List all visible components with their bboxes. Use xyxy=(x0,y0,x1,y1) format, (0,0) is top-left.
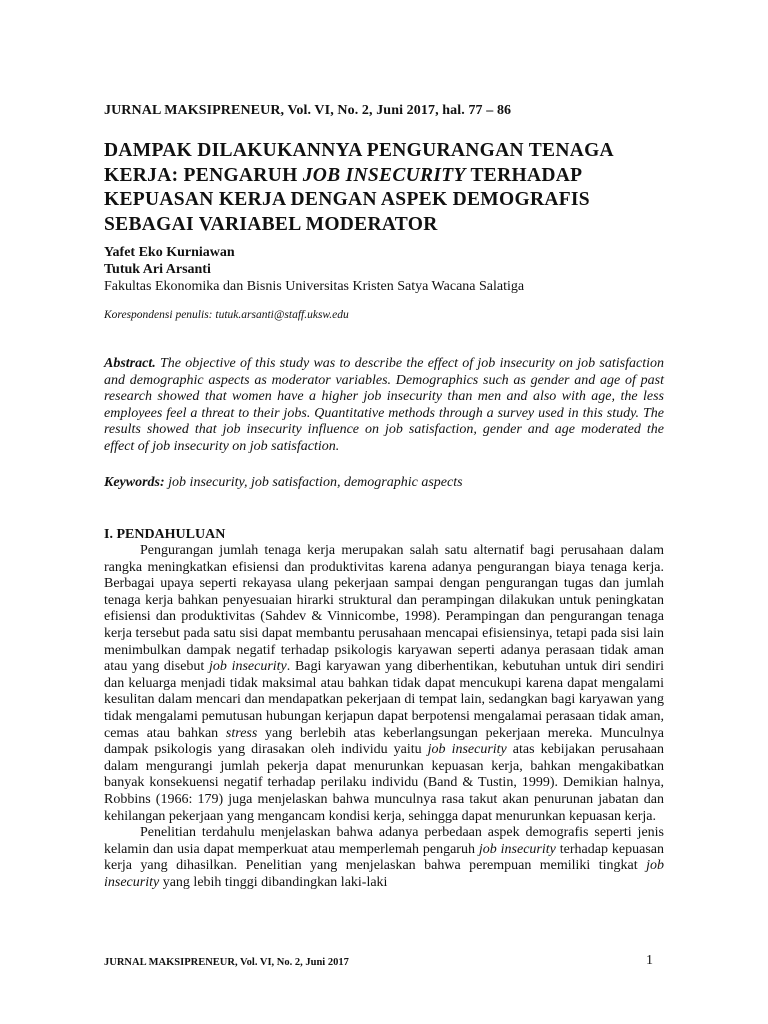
keywords xyxy=(104,475,664,491)
title-line-3: KEPUASAN KERJA DENGAN ASPEK DEMOGRAFIS xyxy=(104,189,590,210)
author-block xyxy=(104,244,524,295)
footer-journal: JURNAL MAKSIPRENEUR, Vol. VI, No. 2, Juni 2017 xyxy=(104,957,349,968)
italic-term: job insecurity xyxy=(427,742,507,758)
title-line-2 xyxy=(104,164,664,189)
paragraph xyxy=(104,543,664,825)
italic-term: job insecurity xyxy=(209,659,287,675)
body-text xyxy=(104,543,664,891)
title-italic-text: JOB INSECURITY xyxy=(302,164,466,186)
author-name: Yafet Eko Kurniawan xyxy=(104,245,235,260)
italic-term: job insecurity xyxy=(104,858,664,890)
abstract-text: The objective of this study was to describe the effect of job insecurity on job satisfaction and demographic aspects as moderator variables. Demographics such as gender and age of past research showed that women have a higher job insecurity than men and also with age, the less employees feel a threat to their jobs. Quantitative methods through a survey used in this study. The results showed that job insecurity influence on job satisfaction, gender and age moderated the effect of job insecurity on job satisfaction. xyxy=(104,356,664,454)
affiliation: Fakultas Ekonomika dan Bisnis Universitas Kristen Satya Wacana Salatiga xyxy=(104,279,525,294)
paper-title xyxy=(104,139,664,237)
text-run: terhadap kepuasan kerja yang dihasilkan. Penelitian yang menjelaskan bahwa perempuan memiliki tingkat xyxy=(104,841,664,874)
title-text: TERHADAP xyxy=(465,164,583,186)
keywords-text: job insecurity, job satisfaction, demographic aspects xyxy=(164,475,463,490)
abstract-label: Abstract. xyxy=(104,356,156,371)
abstract xyxy=(104,356,664,455)
text-run: Pengurangan jumlah tenaga kerja merupakan salah satu alternatif bagi perusahaan dalam rangka meningkatkan efisiensi dan produktivitas karena adanya pengurangan biaya tenaga kerja. Berbagai upaya seperti rekayasa ulang pekerjaan sampai dengan pengurangan tugas dan jumlah tenaga kerja bahkan penyesuaian hirarki struktural dan perampingan dilakukan untuk peningkatan efisiensi dan produktivitas (Sahdev & Vinnicombe, 1998). Perampingan dan pengurangan tenaga kerja tersebut pada satu sisi dapat membantu perusahaan mencapai efisiensinya, tetapi pada sisi lain menimbulkan dampak negatif terhadap psikologis karyawan seperti adanya perasaan tidak aman atau yang disebut xyxy=(104,543,664,675)
title-text: KERJA: PENGARUH xyxy=(104,164,303,186)
keywords-label: Keywords: xyxy=(104,475,165,490)
text-run: atas kebijakan perusahaan dalam mengurangi jumlah pekerja dapat menurunkan kepuasan kerja, bahkan mengakibatkan banyak konsekuensi negatif terhadap perilaku individu (Band & Tustin, 1999). Demikian halnya, Robbins (1966: 179) juga menjelaskan bahwa munculnya rasa takut akan penurunan jabatan dan kehilangan pekerjaan yang mengancam kondisi kerja, sehingga dapat menurunkan kepuasan kerja. xyxy=(104,742,664,824)
text-run: Penelitian terdahulu menjelaskan bahwa adanya perbedaan aspek demografis seperti jenis kelamin dan usia dapat memperkuat atau memperlemah pengaruh xyxy=(104,825,664,857)
text-run: yang berlebih atas keberlangsungan pekerjaan mereka. Munculnya dampak psikologis yang dirasakan oleh individu yaitu xyxy=(104,725,664,758)
title-line-1: DAMPAK DILAKUKANNYA PENGURANGAN TENAGA xyxy=(104,140,614,161)
italic-term: stress xyxy=(225,725,258,741)
text-run: . Bagi karyawan yang diberhentikan, kebutuhan untuk diri sendiri dan keluarga menjadi tidak maksimal atau bahkan tidak dapat mencukupi karena dapat mengalami kesulitan dalam mencari dan mendapatkan pekerjaan di tempat lain, sedangkan bagi karyawan yang tidak mengalami pemutusan hubungan kerjapun dapat berpotensi mengalamai perasaan tidak aman, cemas atau bahkan xyxy=(104,659,664,741)
correspondence: Korespondensi penulis: tutuk.arsanti@staff.uksw.edu xyxy=(104,309,349,321)
italic-term: job insecurity xyxy=(478,841,556,857)
journal-header: JURNAL MAKSIPRENEUR, Vol. VI, No. 2, Juni 2017, hal. 77 – 86 xyxy=(104,103,512,118)
section-heading: I. PENDAHULUAN xyxy=(104,527,226,542)
title-line-4: SEBAGAI VARIABEL MODERATOR xyxy=(104,213,438,235)
paragraph xyxy=(104,825,664,891)
author-name: Tutuk Ari Arsanti xyxy=(104,262,211,277)
page-number: 1 xyxy=(646,953,653,968)
text-run: yang lebih tinggi dibandingkan laki-laki xyxy=(159,874,388,890)
